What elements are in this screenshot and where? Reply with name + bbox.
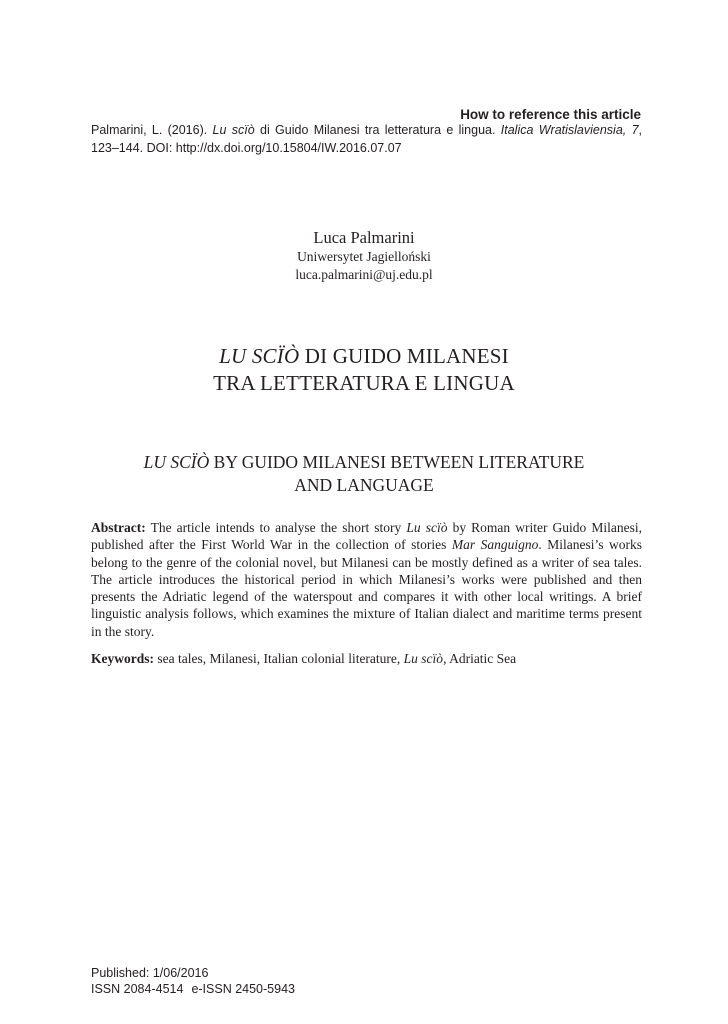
author-affiliation: Uniwersytet Jagielloński — [297, 249, 431, 264]
issn-line — [91, 981, 295, 997]
abstract-part2: by Roman writer Guido Milanesi, published after the First World War in the collection of stories — [91, 520, 642, 553]
abstract-label: Abstract: — [91, 520, 146, 535]
abstract — [91, 519, 642, 640]
title-it-line1-rest: DI GUIDO MILANESI — [299, 344, 509, 368]
abstract-part3: . Milanesi’s works belong to the genre of the colonial novel, but Milanesi can be mostly defined as a writer of sea tales. The article introduces the historical period in which Milanesi’s works were published and then presents the Adriatic legend of the waterspout and compares it with other local writings. A brief linguistic analysis follows, which examines the mixture of Italian dialect and maritime terms present in the story. — [91, 537, 642, 639]
title-it-italic: LU SCÏÒ — [219, 344, 300, 368]
title-it-line2: TRA LETTERATURA E LINGUA — [213, 371, 515, 395]
citation-journal: Italica Wratislaviensia, 7 — [500, 123, 639, 137]
reference-citation — [91, 122, 642, 157]
publication-footer — [91, 965, 295, 997]
abstract-part1: The article intends to analyse the short story — [145, 520, 407, 535]
title-it-line1 — [0, 343, 728, 370]
keywords-label: Keywords: — [91, 651, 154, 666]
article-title-italian — [0, 343, 728, 397]
citation-mid: di Guido Milanesi tra letteratura e lingua. — [254, 123, 501, 137]
issn: ISSN 2084-4514 — [91, 982, 184, 996]
author-email: luca.palmarini@uj.edu.pl — [295, 267, 433, 282]
abstract-story-title: Lu scïò — [406, 520, 448, 535]
title-en-italic: LU SCÏÒ — [143, 452, 210, 472]
keywords-part2: , Adriatic Sea — [443, 651, 517, 666]
citation-title: Lu scïò — [212, 123, 255, 137]
eissn: e-ISSN 2450-5943 — [191, 982, 295, 996]
abstract-collection-title: Mar Sanguigno — [451, 537, 539, 553]
article-title-english — [0, 451, 728, 497]
reference-heading: How to reference this article — [460, 107, 641, 122]
title-en-line1-rest: BY GUIDO MILANESI BETWEEN LITERATURE — [209, 452, 585, 472]
citation-suffix: , 123–144. DOI: http://dx.doi.org/10.15804/IW.2016.07.07 — [91, 123, 643, 155]
title-en-line1 — [0, 451, 728, 474]
title-en-line2: AND LANGUAGE — [294, 475, 434, 495]
keywords — [91, 650, 642, 667]
keywords-part1: sea tales, Milanesi, Italian colonial literature, — [154, 651, 404, 666]
citation-prefix: Palmarini, L. (2016). — [91, 123, 213, 137]
author-block — [0, 228, 728, 284]
keywords-italic: Lu scïò — [403, 651, 444, 666]
published-date: Published: 1/06/2016 — [91, 966, 209, 980]
author-name: Luca Palmarini — [313, 228, 415, 247]
